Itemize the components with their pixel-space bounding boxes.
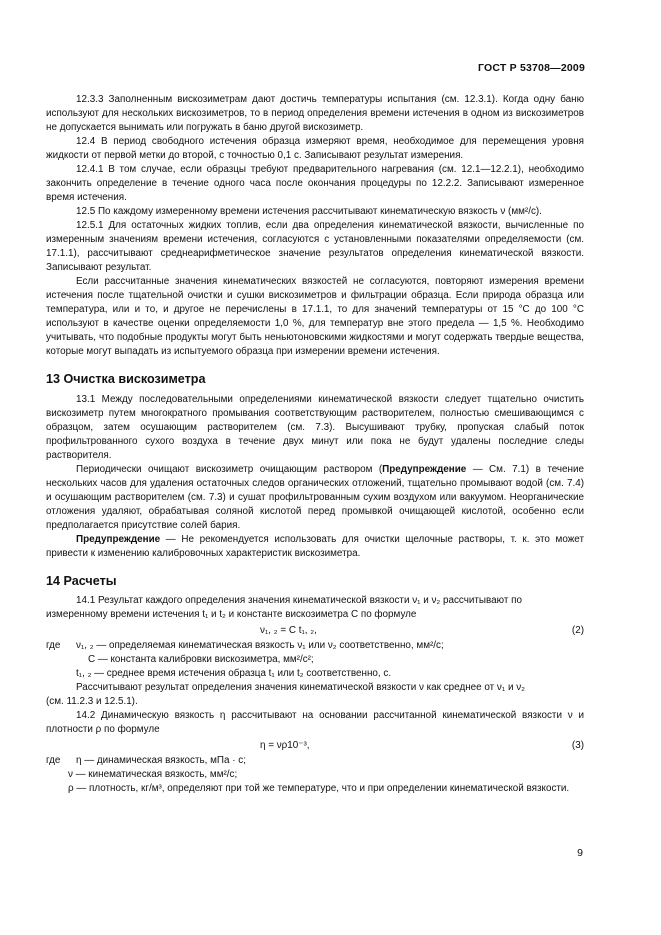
warning-label: Предупреждение [76,534,161,545]
paragraph-periodic-cleaning: Периодически очищают вискозиметр очищающим раствором (Предупреждение — См. 7.1) в течение нескольких часов для удаления остаточных следов органических отложений, тщательно промывают водой (см. 7.4) и осушающим растворителем (см. 7.3) и сушат профильтрованным сухим воздухом или вакуумом. Неорганические отложения удаляют, обрабатывая соляной кислотой перед промывкой очищающей кислотой, особенно если предполагается присутствие солей бария. [46,464,584,531]
definition-c: С — константа калибровки вискозиметра, мм²/с²; [88,654,314,665]
definition-nu: где ν₁, ₂ — определяемая кинематическая вязкость ν₁ или ν₂ соответственно, мм²/с; [46,640,444,651]
paragraph-14-1: 14.1 Результат каждого определения значения кинематической вязкости ν₁ и ν₂ рассчитывают по [76,595,522,606]
formula-3-number: (3) [571,740,584,751]
paragraph-12-4-1: 12.4.1 В том случае, если образцы требуют предварительного нагревания (см. 12.1—12.2.1), необходимо закончить определение в течение одного часа после окончания процедуры по 12.2.2. Записывают измеренное время истечения. [46,164,584,203]
paragraph-warning: Предупреждение — Не рекомендуется использовать для очистки щелочные растворы, т. к. это может привести к изменению калибровочных характеристик вискозиметра. [46,534,584,559]
paragraph-12-3-3: 12.3.3 Заполненным вискозиметрам дают достичь температуры испытания (см. 12.3.1). Когда одну баню используют для нескольких вискозиметров, то в период определения времени истечения в одном из вискозиметров не допускается вынимать или погружать в баню другой вискозиметр. [46,94,584,133]
paragraph-12-4: 12.4 В период свободного истечения образца измеряют время, необходимое для перемещения уровня жидкости от первой метки до второй, с точностью 0,1 с. Записывают результат измерения. [46,136,584,161]
formula-2-expression: ν₁, ₂ = С t₁, ₂, [260,625,317,636]
section-13-title: 13 Очистка вискозиметра [46,372,206,386]
paragraph-average: Рассчитывают результат определения значения кинематической вязкости ν как среднее от ν₁ и ν₂ [76,682,525,693]
paragraph-14-1-cont: измеренному времени истечения t₁ и t₂ и константе вискозиметра С по формуле [46,609,417,620]
paragraph-repeat-measurements: Если рассчитанные значения кинематических вязкостей не согласуются, повторяют измерения времени истечения после тщательной очистки и сушки вискозиметров и фильтрации образца. Если природа образца или температура, или и то, и другое не перечислены в 17.1.1, то для значений температуры от 15 °С до 100 °С используют в качестве оценки определяемости 1,0 %, для температур вне этого предела — 1,5 %. Необходимо учитывать, что подобные продукты могут быть неньютоновскими жидкостями и могут содержать твердые вещества, которые могут выпадать из испытуемого образца при измерении времени истечения. [46,276,584,357]
formula-2 [46,622,584,639]
paragraph-12-5: 12.5 По каждому измеренному времени истечения рассчитывают кинематическую вязкость ν (мм²/с). [76,206,542,217]
formula-2-number: (2) [571,625,584,636]
page-number: 9 [577,847,583,859]
paragraph-12-5-1: 12.5.1 Для остаточных жидких топлив, если два определения кинематической вязкости, вычисленные по измеренным значениям времени истечения, согласуются с установленными показателями определяемости (см. 17.1.1), рассчитывают среднеарифметическое значение результатов определения кинематической вязкости. Записывают результат. [46,220,584,273]
paragraph-13-1: 13.1 Между последовательными определениями кинематической вязкости следует тщательно очистить вискозиметр путем многократного промывания соответствующим растворителем, полностью смешивающимся с образцом, затем осушающим растворителем (см. 7.3). Высушивают трубку, пропуская слабый поток профильтрованного сухого воздуха в течение двух минут или пока не будут удалены последние следы растворителя. [46,394,584,461]
definition-t: t₁, ₂ — среднее время истечения образца t₁ или t₂ соответственно, с. [76,668,392,679]
paragraph-average-cont: (см. 11.2.3 и 12.5.1). [46,696,138,707]
page-content [46,93,584,796]
warning-label: Предупреждение [382,464,467,475]
definition-eta: где η — динамическая вязкость, мПа · с; [46,755,246,766]
formula-3-expression: η = νρ10⁻³, [260,740,310,751]
standard-header: ГОСТ Р 53708—2009 [477,62,585,74]
definition-rho: ρ — плотность, кг/м³, определяют при той же температуре, что и при определении кинематической вязкости. [68,783,570,794]
formula-3 [46,737,584,754]
paragraph-14-2: 14.2 Динамическую вязкость η рассчитывают на основании рассчитанной кинематической вязкости ν и плотности ρ по формуле [46,710,584,735]
definition-nu-kin: ν — кинематическая вязкость, мм²/с; [68,769,238,780]
section-14-title: 14 Расчеты [46,574,117,588]
